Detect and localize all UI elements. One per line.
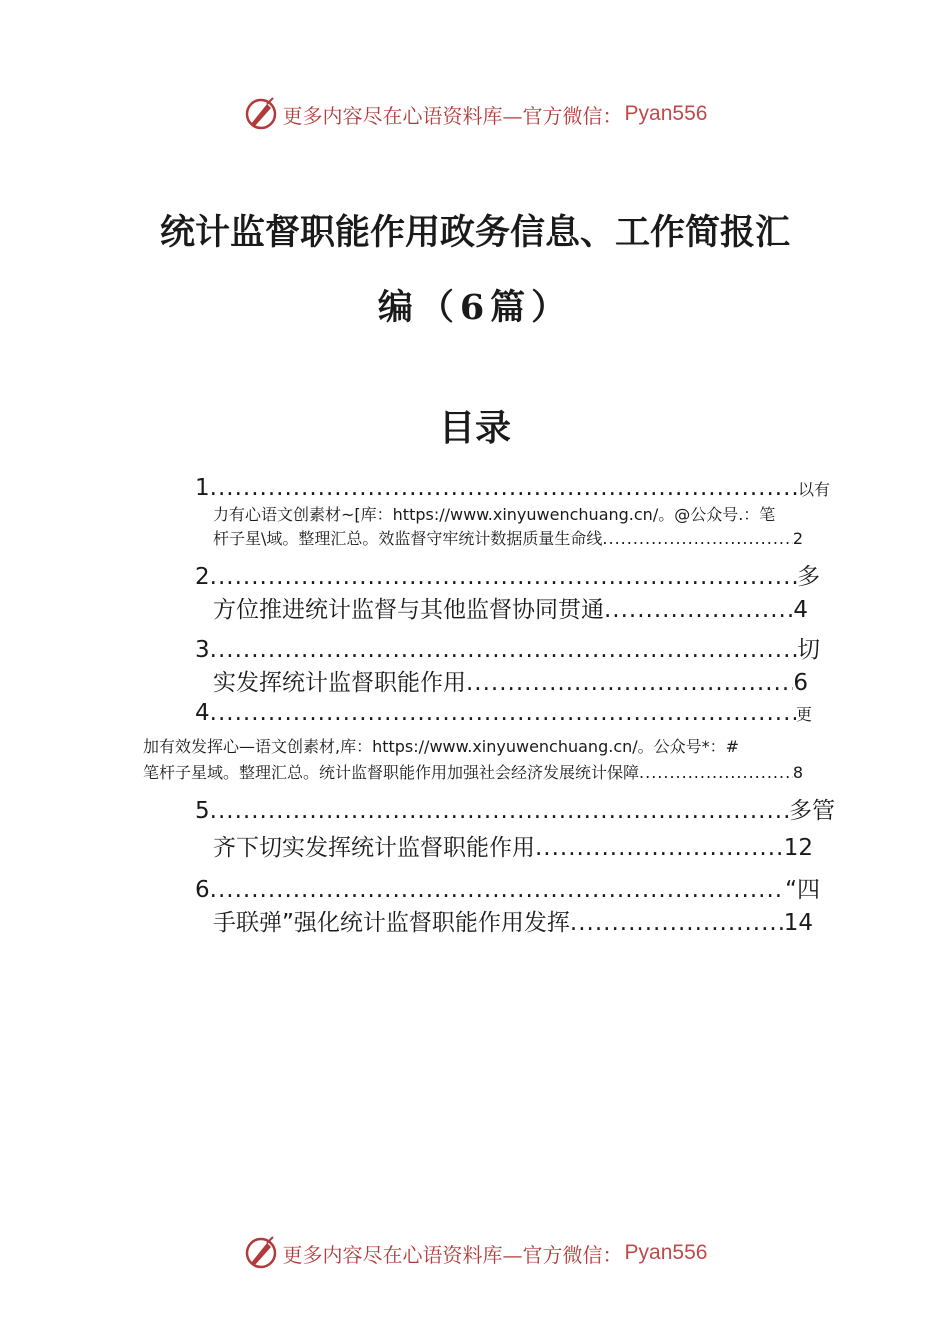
leader-dots (602, 529, 792, 548)
toc-entry-5-line-1[interactable] (195, 792, 835, 825)
toc-entry-page: 4 (793, 597, 808, 623)
toc-entry-page: 2 (792, 529, 803, 548)
toc-entry-text: 实发挥统计监督职能作用 (213, 670, 466, 696)
toc-entry-lead: 多 (797, 564, 820, 590)
toc-entry-4-line-3[interactable] (143, 760, 803, 783)
leader-dots (210, 475, 798, 501)
toc-entry-1-line-2[interactable] (213, 502, 833, 525)
toc-entry-2-line-1[interactable] (195, 558, 820, 591)
toc-entry-2-line-2[interactable] (213, 591, 808, 624)
toc-entry-4-line-2[interactable] (143, 734, 808, 757)
toc-entry-3-line-1[interactable] (195, 631, 820, 664)
leader-dots (210, 798, 789, 824)
toc-entry-lead: 多管 (789, 798, 835, 824)
toc-entry-5-line-2[interactable] (213, 829, 813, 862)
leader-dots (604, 597, 793, 623)
banner-text: 更多内容尽在心语资料库—官方微信： (282, 103, 623, 128)
quill-pen-circle-icon (243, 1235, 279, 1271)
toc-entry-text: 加有效发挥心—语文创素材,库：https://www.xinyuwenchuang.cn/。公众号*：# (143, 737, 740, 756)
banner-wechat-id: Pyan556 (624, 102, 708, 125)
document-title-line-2: 编（6篇） (377, 287, 573, 328)
toc-entry-lead: “四 (785, 877, 820, 903)
toc-entry-lead: 切 (797, 637, 820, 663)
toc-heading: 目录 (438, 407, 511, 449)
toc-entry-3-line-2[interactable] (213, 664, 808, 697)
document-title-line-1: 统计监督职能作用政务信息、工作简报汇 (159, 212, 790, 253)
toc-entry-page: 8 (792, 763, 803, 782)
banner-text: 更多内容尽在心语资料库—官方微信： (282, 1242, 623, 1267)
leader-dots (210, 564, 797, 590)
toc-entry-page: 12 (783, 835, 813, 861)
leader-dots (639, 763, 793, 782)
toc-entry-text: 手联弹”强化统计监督职能作用发挥 (213, 910, 570, 936)
toc-entry-page: 14 (783, 910, 813, 936)
footer-banner (0, 1233, 950, 1273)
toc-entry-6-line-1[interactable] (195, 871, 820, 904)
toc-entry-text: 力有心语文创素材~[库：https://www.xinyuwenchuang.cn/。@公众号.：笔 (213, 505, 776, 524)
leader-dots (210, 877, 785, 903)
toc-entry-4-line-1[interactable] (195, 700, 812, 726)
banner-wechat-id: Pyan556 (624, 1241, 708, 1264)
leader-dots (210, 637, 797, 663)
toc-entry-6-line-2[interactable] (213, 904, 813, 937)
toc-entry-page: 6 (793, 670, 808, 696)
leader-dots (466, 670, 793, 696)
toc-entry-lead: 更 (795, 705, 812, 724)
toc-entry-1-line-1[interactable] (195, 475, 830, 501)
toc-entry-text: 笔杆子星域。整理汇总。统计监督职能作用加强社会经济发展统计保障 (143, 763, 640, 782)
header-banner (0, 94, 950, 134)
toc-entry-1-line-3[interactable] (213, 526, 803, 549)
toc-entry-number: 4 (195, 700, 210, 726)
leader-dots (210, 700, 796, 726)
toc-entry-number: 2 (195, 564, 210, 590)
toc-entry-number: 1 (195, 475, 210, 501)
leader-dots (535, 835, 784, 861)
toc-entry-number: 5 (195, 798, 210, 824)
toc-entry-lead: 以有 (797, 480, 830, 499)
toc-entry-text: 杆子星\域。整理汇总。效监督守牢统计数据质量生命线 (213, 529, 603, 548)
toc-entry-number: 3 (195, 637, 210, 663)
toc-entry-text: 方位推进统计监督与其他监督协同贯通 (213, 597, 604, 623)
quill-pen-circle-icon (243, 96, 279, 132)
toc-entry-number: 6 (195, 877, 210, 903)
toc-entry-text: 齐下切实发挥统计监督职能作用 (213, 835, 535, 861)
leader-dots (570, 910, 784, 936)
